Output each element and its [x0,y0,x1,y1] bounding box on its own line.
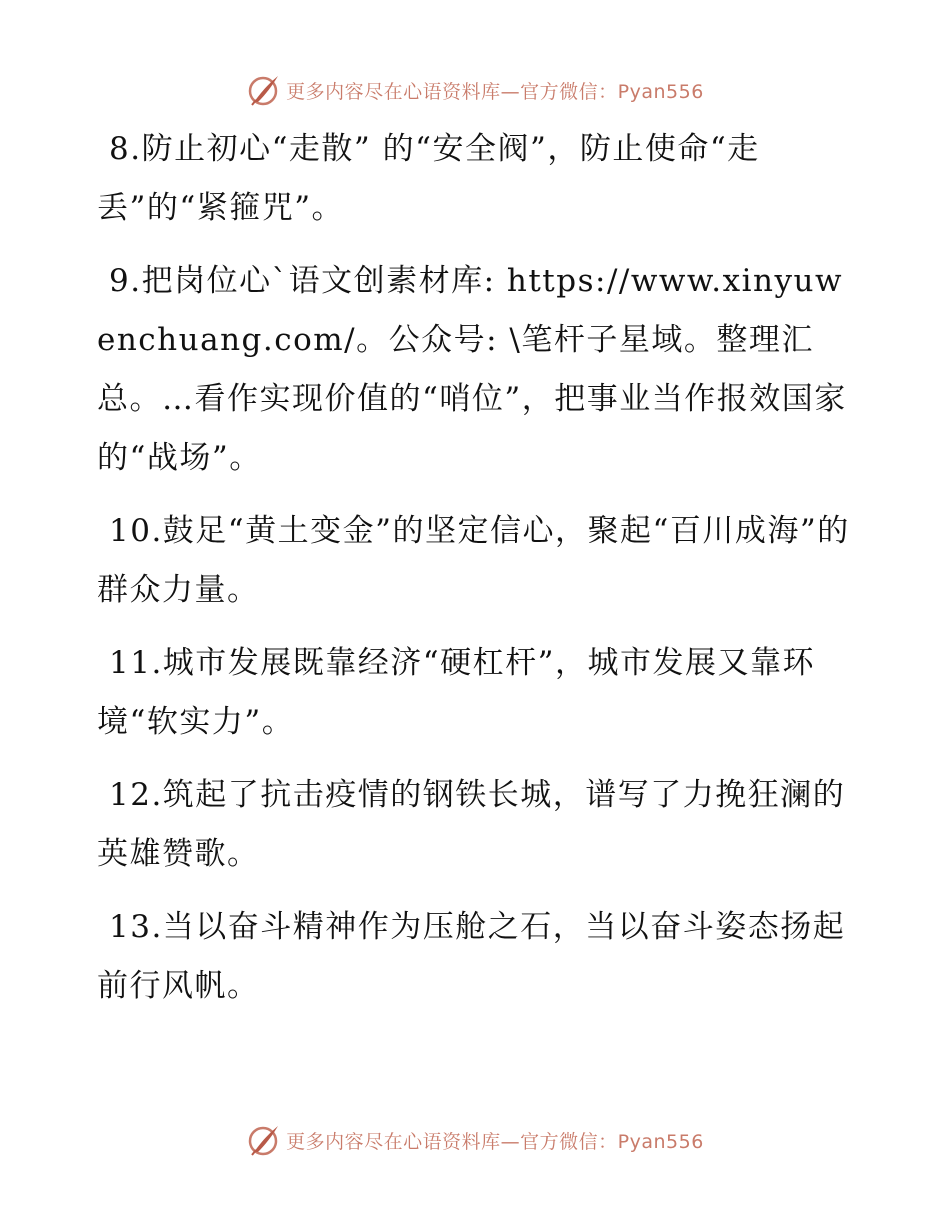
footer-banner [0,1120,950,1160]
paragraph-8: 8.防止初心“走散” 的“安全阀”，防止使命“走丢”的“紧箍咒”。 [97,131,760,226]
paragraph-12: 12.筑起了抗击疫情的钢铁长城，谱写了力挽狂澜的英雄赞歌。 [97,777,846,872]
paragraph-13: 13.当以奋斗精神作为压舱之石，当以奋斗姿态扬起前行风帆。 [97,909,846,1004]
paragraph-11: 11.城市发展既靠经济“硬杠杆”，城市发展又靠环境“软实力”。 [97,645,815,740]
document-body [97,120,857,1030]
quill-circle-icon [246,1122,282,1158]
paragraph-10: 10.鼓足“黄土变金”的坚定信心，聚起“百川成海”的群众力量。 [97,513,850,608]
banner-text: 更多内容尽在心语资料库—官方微信：Pyan556 [286,80,704,103]
paragraph-9: 9.把岗位心`语文创素材库: https://www.xinyuwenchuang.com/。公众号: \笔杆子星域。整理汇总。…看作实现价值的“哨位”，把事业当作报效国家的“战场”。 [97,263,847,476]
quill-circle-icon [246,72,282,108]
header-banner [0,70,950,110]
banner-text: 更多内容尽在心语资料库—官方微信：Pyan556 [286,1130,704,1153]
